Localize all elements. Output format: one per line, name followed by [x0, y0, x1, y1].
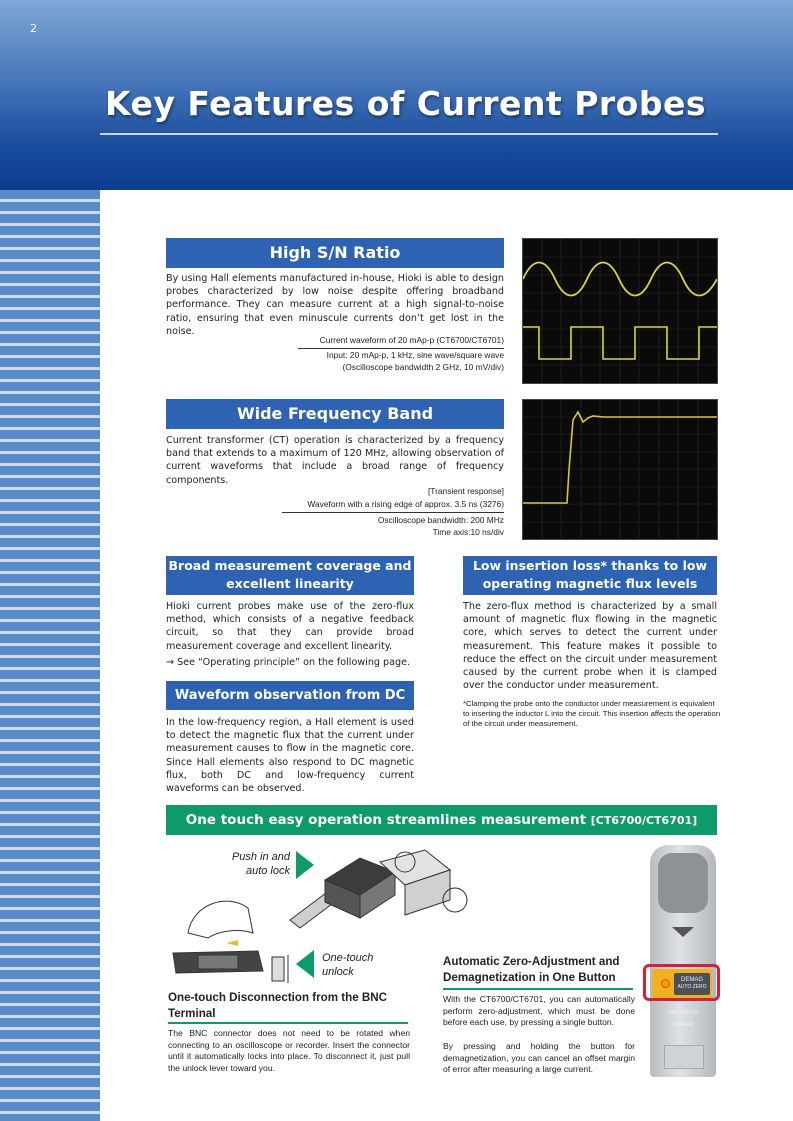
side-stripes	[0, 190, 100, 1121]
disc-body: The BNC connector does not need to be rotated when connecting to an oscilloscope or recorder. Insert the connector until it automatically locks into place. To disconnect it, just pull the unlock lever toward you.	[168, 1028, 410, 1073]
device-button-label-1: DEMAG	[680, 977, 703, 983]
wfb-caption-3: Oscilloscope bandwidth: 200 MHz	[377, 515, 504, 525]
wfb-body: Current transformer (CT) operation is characterized by a frequency band that extends to a maximum of 120 MHz, allowing observation of current waveforms that include a broad range of frequency components.	[166, 435, 504, 486]
dc-heading: Waveform observation from DC	[166, 681, 414, 710]
lowins-body: The zero-flux method is characterized by a small amount of magnetic flux flowing in the magnetic core, which serves to detect the current under measurement. This feature makes it possible to reduce the effect on the circuit under measurement caused by the current probe when it is clamped over the conductor under measurement.	[463, 601, 717, 692]
broad-body: Hioki current probes make use of the zero-flux method, which consists of a negative feedback circuit, so that they can provide broad measurement coverage and excellent linearity.	[166, 601, 414, 652]
unlock-label-1: One-touch	[322, 952, 374, 964]
broad-see-also: → See “Operating principle” on the following page.	[166, 657, 411, 668]
wfb-oscilloscope-image	[522, 399, 718, 540]
wfb-caption-4: Time axis:10 ns/div	[432, 527, 504, 537]
device-arrow-icon	[672, 927, 694, 937]
onetouch-banner	[166, 805, 717, 835]
unlock-arrow-icon	[296, 950, 314, 978]
device-button-label-2: AUTO ZERO	[677, 984, 707, 990]
title-underline	[100, 133, 718, 135]
dc-body: In the low-frequency region, a Hall element is used to detect the magnetic flux that the current under measurement causes to flow in the magnetic core. Since Hall elements also respond to DC magnetic flux, both DC and low-frequency current waveforms can be observed.	[166, 717, 414, 795]
device-label-power: POWER	[672, 1022, 694, 1028]
auto-body-2: By pressing and holding the button for demagnetization, you can cancel an offset margin of error after measuring a large current.	[443, 1041, 635, 1075]
wfb-caption-2: Waveform with a rising edge of approx. 3.5 ns (3276)	[307, 499, 504, 509]
sn-caption-line2: (Oscilloscope bandwidth 2 GHz, 10 mV/div)	[342, 362, 504, 372]
sn-body: By using Hall elements manufactured in-house, Hioki is able to design probes characterized by low noise despite offering broadband performance. They can measure current at a high signal-to-noise ratio, ensuring that even minuscule currents don’t get lost in the noise.	[166, 273, 504, 337]
push-label-1: Push in and	[231, 851, 290, 863]
disc-heading: One-touch Disconnection from the BNC Terminal	[168, 991, 387, 1020]
bnc-socket-drawing	[270, 955, 292, 983]
sn-caption-line1: Input: 20 mAp-p, 1 kHz, sine wave/square wave	[326, 350, 504, 360]
auto-heading: Automatic Zero-Adjustment and Demagnetization in One Button	[443, 955, 620, 984]
device-label-unlocked: UNLOCKED	[667, 1010, 699, 1016]
device-button-highlight	[643, 964, 720, 1001]
device-lower-label	[664, 1045, 704, 1069]
device-top-cap	[658, 853, 708, 913]
sn-heading: High S/N Ratio	[166, 238, 504, 268]
wfb-caption-1: [Transient response]	[427, 486, 504, 496]
page-title: Key Features of Current Probes	[105, 84, 706, 123]
onetouch-banner-model: [CT6700/CT6701]	[590, 814, 698, 827]
lowins-note: *Clamping the probe onto the conductor under measurement is equivalent to inserting the inductor L into the circuit. This insertion affects the operation of the circuit under measurement.	[463, 699, 721, 729]
unlock-label-2: unlock	[322, 966, 354, 978]
broad-heading: Broad measurement coverage and excellent linearity	[166, 556, 414, 595]
probe-device-image	[650, 845, 716, 1077]
page-header	[0, 0, 793, 190]
disc-heading-rule	[168, 1022, 408, 1024]
sn-oscilloscope-image	[522, 238, 718, 384]
wfb-caption-rule	[282, 512, 504, 513]
sn-caption-title: Current waveform of 20 mAp-p (CT6700/CT6701)	[319, 335, 504, 345]
auto-body-1: With the CT6700/CT6701, you can automatically perform zero-adjustment, which must be done before each use, by pressing a single button.	[443, 994, 635, 1028]
onetouch-banner-text: One touch easy operation streamlines measurement	[185, 812, 587, 828]
page-number: 2	[30, 22, 37, 35]
hand-drawing	[168, 893, 278, 978]
lowins-heading: Low insertion loss* thanks to low operating magnetic flux levels	[463, 556, 717, 595]
bnc-connector-drawing	[285, 840, 470, 935]
sn-caption-rule	[298, 348, 504, 349]
push-label-2: auto lock	[245, 865, 290, 877]
auto-heading-rule	[443, 988, 633, 990]
wfb-heading: Wide Frequency Band	[166, 399, 504, 429]
